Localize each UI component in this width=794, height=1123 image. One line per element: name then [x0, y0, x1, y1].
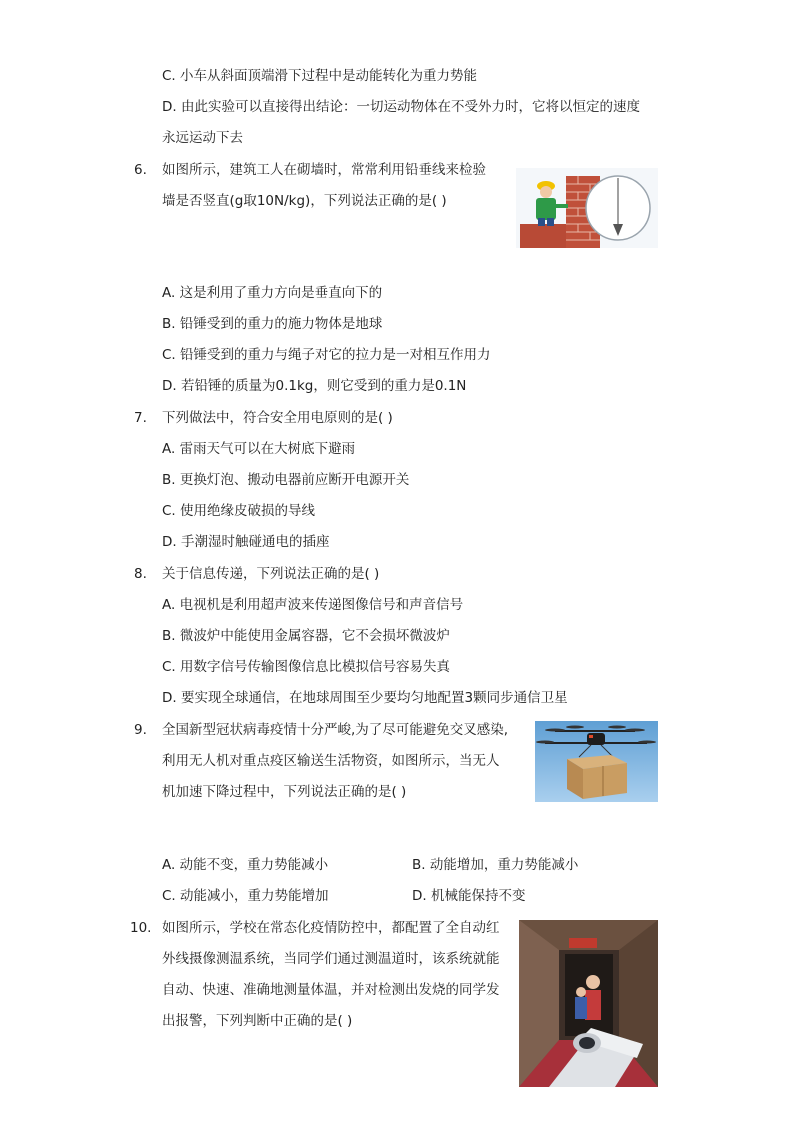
q10-figure-thermal-camera — [519, 920, 658, 1087]
q7-option-d: D. 手潮湿时触碰通电的插座 — [162, 534, 330, 550]
q7-option-c: C. 使用绝缘皮破损的导线 — [162, 503, 316, 519]
q6-stem-line1: 如图所示，建筑工人在砌墙时，常常利用铅垂线来检验 — [162, 162, 486, 178]
q10-stem-line2: 外线摄像测温系统，当同学们通过测温道时，该系统就能 — [162, 951, 500, 967]
q6-number: 6. — [134, 162, 147, 178]
q8-number: 8. — [134, 566, 147, 582]
q9-stem-line3: 机加速下降过程中，下列说法正确的是( ) — [162, 784, 407, 800]
plumb-bob-icon — [586, 176, 650, 240]
q8-option-b: B. 微波炉中能使用金属容器，它不会损坏微波炉 — [162, 628, 450, 644]
cardboard-box-icon — [567, 755, 627, 799]
q5-option-d-line2: 永远运动下去 — [162, 130, 243, 146]
q8-option-c: C. 用数字信号传输图像信息比模拟信号容易失真 — [162, 659, 451, 675]
q6-option-b: B. 铅锤受到的重力的施力物体是地球 — [162, 316, 383, 332]
q9-number: 9. — [134, 722, 147, 738]
q9-option-b: B. 动能增加，重力势能减小 — [412, 857, 579, 873]
q9-option-a: A. 动能不变，重力势能减小 — [162, 857, 329, 873]
q9-figure-drone — [535, 721, 658, 802]
q10-stem-line4: 出报警，下列判断中正确的是( ) — [162, 1013, 353, 1029]
q8-stem: 关于信息传递，下列说法正确的是( ) — [162, 566, 380, 582]
q10-number: 10. — [130, 920, 152, 936]
q6-figure-plumb-line — [516, 168, 658, 248]
q9-stem-line1: 全国新型冠状病毒疫情十分严峻,为了尽可能避免交叉感染, — [162, 722, 509, 738]
q7-number: 7. — [134, 410, 147, 426]
q6-stem-line2: 墙是否竖直(g取10N/kg)，下列说法正确的是( ) — [162, 193, 447, 209]
q10-stem-line3: 自动、快速、准确地测量体温，并对检测出发烧的同学发 — [162, 982, 500, 998]
q9-stem-line2: 利用无人机对重点疫区输送生活物资，如图所示，当无人 — [162, 753, 500, 769]
q6-option-a: A. 这是利用了重力方向是垂直向下的 — [162, 285, 383, 301]
q7-stem: 下列做法中，符合安全用电原则的是( ) — [162, 410, 393, 426]
q8-option-d: D. 要实现全球通信，在地球周围至少要均匀地配置3颗同步通信卫星 — [162, 690, 568, 706]
q9-option-c: C. 动能减小，重力势能增加 — [162, 888, 329, 904]
q9-option-d: D. 机械能保持不变 — [412, 888, 526, 904]
q7-option-b: B. 更换灯泡、搬动电器前应断开电源开关 — [162, 472, 410, 488]
q5-option-d-line1: D. 由此实验可以直接得出结论：一切运动物体在不受外力时，它将以恒定的速度 — [162, 99, 640, 115]
q5-option-c: C. 小车从斜面顶端滑下过程中是动能转化为重力势能 — [162, 68, 478, 84]
q10-stem-line1: 如图所示，学校在常态化疫情防控中，都配置了全自动红 — [162, 920, 500, 936]
q8-option-a: A. 电视机是利用超声波来传递图像信号和声音信号 — [162, 597, 464, 613]
q6-option-c: C. 铅锤受到的重力与绳子对它的拉力是一对相互作用力 — [162, 347, 491, 363]
q7-option-a: A. 雷雨天气可以在大树底下避雨 — [162, 441, 356, 457]
q6-option-d: D. 若铅锤的质量为0.1kg，则它受到的重力是0.1N — [162, 378, 467, 394]
